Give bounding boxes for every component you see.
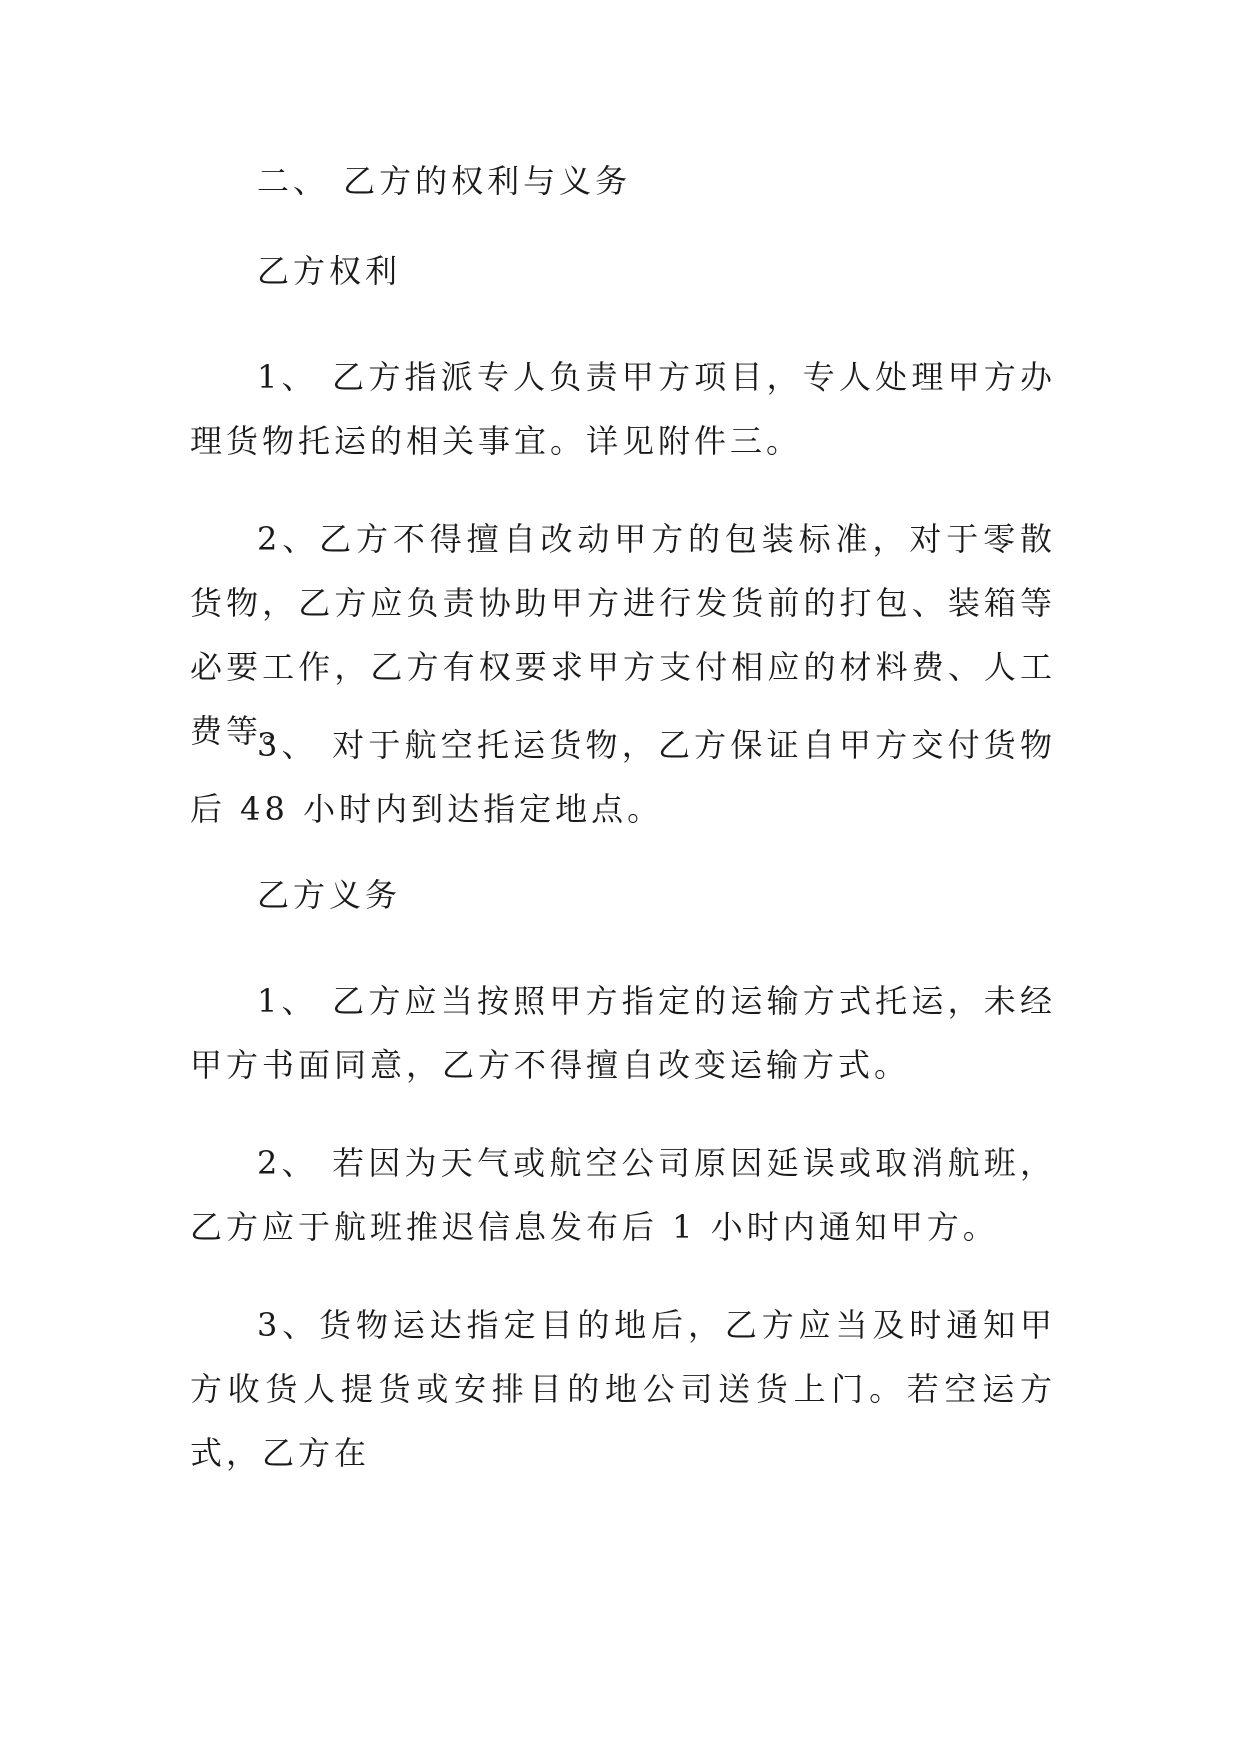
- rights-item-1: 1、 乙方指派专人负责甲方项目，专人处理甲方办理货物托运的相关事宜。详见附件三。: [190, 358, 1056, 460]
- obligations-item-3: 3、货物运达指定目的地后，乙方应当及时通知甲方收货人提货或安排目的地公司送货上门。若空运方式，乙方在: [190, 1306, 1056, 1472]
- section-heading: 二、 乙方的权利与义务: [257, 162, 632, 200]
- obligations-item-2: 2、 若因为天气或航空公司原因延误或取消航班，乙方应于航班推迟信息发布后 1 小时内通知甲方。: [190, 1144, 1056, 1246]
- subheading-obligations: 乙方义务: [257, 876, 402, 914]
- subheading-rights: 乙方权利: [257, 252, 402, 290]
- obligations-item-1: 1、 乙方应当按照甲方指定的运输方式托运，未经甲方书面同意，乙方不得擅自改变运输方式。: [190, 982, 1056, 1084]
- rights-item-3: 3、 对于航空托运货物，乙方保证自甲方交付货物后 48 小时内到达指定地点。: [190, 726, 1056, 828]
- rights-item-2: 2、乙方不得擅自改动甲方的包装标准，对于零散货物，乙方应负责协助甲方进行发货前的打包、装箱等必要工作，乙方有权要求甲方支付相应的材料费、人工费等。: [190, 520, 1056, 750]
